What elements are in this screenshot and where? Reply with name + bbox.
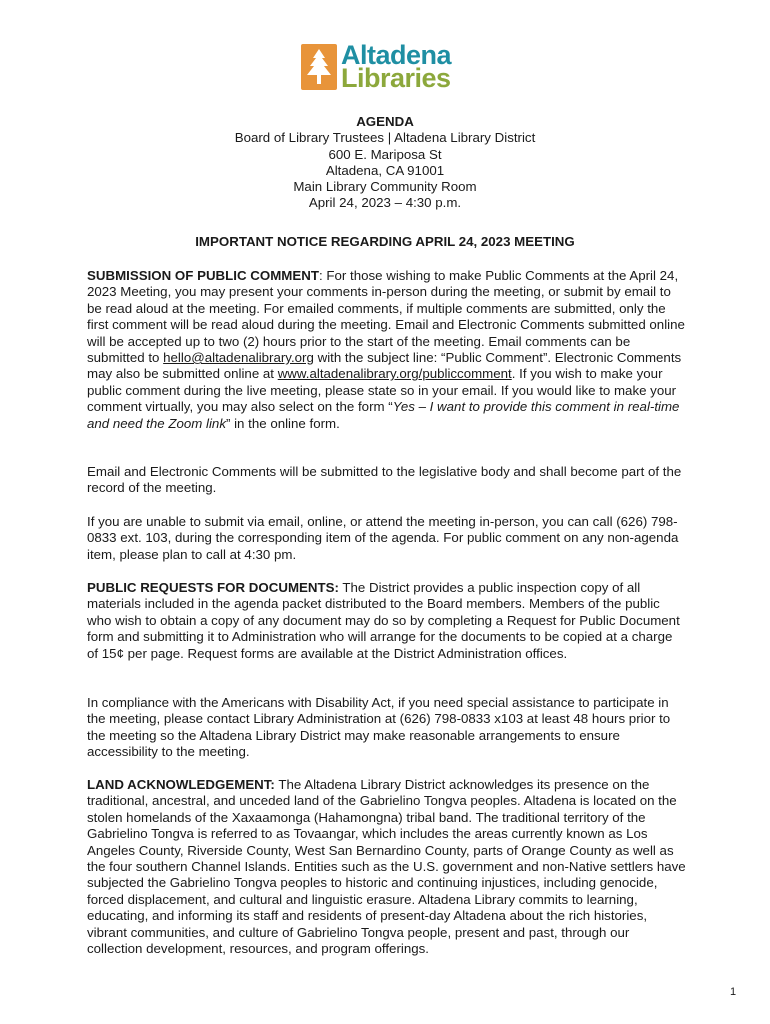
tree-icon <box>301 44 337 90</box>
header-address-line: 600 E. Mariposa St <box>328 146 442 162</box>
library-logo <box>301 40 471 93</box>
land-heading: LAND ACKNOWLEDGEMENT: <box>87 777 275 792</box>
header-city-line: Altadena, CA 91001 <box>325 162 445 178</box>
email-comments-paragraph: Email and Electronic Comments will be submitted to the legislative body and shall become part of the record of the meeting. <box>87 464 682 496</box>
submission-text-3: . If you wish to make your public comment during the live meeting, please state so in your email. If you would like to make your comment virtually, you may also select on the form “ <box>87 366 677 415</box>
agenda-header <box>0 114 770 212</box>
phone-paragraph: If you are unable to submit via email, online, or attend the meeting in-person, you can call (626) 798-0833 ext. 103, during the corresponding item of the agenda. For public comment on any non-agenda item, please plan to call at 4:30 pm. <box>87 514 679 562</box>
submission-heading: SUBMISSION OF PUBLIC COMMENT <box>87 268 319 283</box>
documents-text: The District provides a public inspection copy of all materials included in the agenda packet distributed to the Board members. Members of the public who wish to obtain a copy of any document may do so by completing a Request for Public Document form and submitting it to Administration who will arrange for the documents to be copied at a charge of 15¢ per page. Request forms are available at the District Administration offices. <box>87 580 680 661</box>
public-comment-link[interactable]: www.altadenalibrary.org/publiccomment <box>277 366 512 382</box>
page-number: 1 <box>730 986 737 998</box>
important-notice-heading: IMPORTANT NOTICE REGARDING APRIL 24, 2023 MEETING <box>195 234 575 249</box>
ada-paragraph: In compliance with the Americans with Disability Act, if you need special assistance to participate in the meeting, please contact Library Administration at (626) 798-0833 x103 at least 48 hours prior to the meeting so the Altadena Library District may make reasonable arrangements to ensure accessibility to the meeting. <box>87 695 671 760</box>
agenda-title: AGENDA <box>356 114 414 129</box>
submission-text-2: with the subject line: “Public Comment”. Electronic Comments may also be submitted online at <box>87 350 682 382</box>
documents-heading: PUBLIC REQUESTS FOR DOCUMENTS: <box>87 580 339 595</box>
logo-text-libraries: Libraries <box>341 63 451 93</box>
land-acknowledgement-paragraph <box>87 777 687 957</box>
land-text: The Altadena Library District acknowledges its presence on the traditional, ancestral, and unceded land of the Gabrielino Tongva peoples. Altadena is located on the stolen homelands of the Xaxaamonga (Hahamongna) tribal band. The traditional territory of the Gabrielino Tongva is referred to as Tovaangar, which includes the areas currently known as Los Angeles County, Riverside County, West San Bernardino County, parts of Orange County as well as the four southern Channel Islands. Entities such as the U.S. government and non-Native settlers have subjected the Gabrielino Tongva peoples to historic and continuing injustices, including genocide, forced displacement, and cultural and linguistic erasure. Altadena Library commits to learning, educating, and informing its staff and residents of present-day Altadena about the rich histories, vibrant communities, and culture of Gabrielino Tongva people, present and past, through our collection development, resources, and program offerings. <box>87 777 686 957</box>
logo-text-altadena: Altadena <box>341 40 452 70</box>
header-date-line: April 24, 2023 – 4:30 p.m. <box>308 195 462 211</box>
documents-paragraph <box>87 580 687 662</box>
header-room-line: Main Library Community Room <box>293 179 477 195</box>
submission-paragraph <box>87 268 687 432</box>
header-board-line: Board of Library Trustees | Altadena Library District <box>234 130 536 146</box>
zoom-option-text: Yes – I want to provide this comment in real-time and need the Zoom link <box>87 399 680 431</box>
submission-text-1: : For those wishing to make Public Comments at the April 24, 2023 Meeting, you may present your comments in-person during the meeting, or submit by email to be read aloud at the meeting. For emailed comments, if multiple comments are submitted, only the first comment will be read aloud during the meeting. Email and Electronic Comments submitted online will be accepted up to two (2) hours prior to the start of the meeting. Email comments can be submitted to <box>87 268 685 366</box>
submission-text-4: ” in the online form. <box>225 415 340 431</box>
email-link[interactable]: hello@altadenalibrary.org <box>163 350 314 366</box>
